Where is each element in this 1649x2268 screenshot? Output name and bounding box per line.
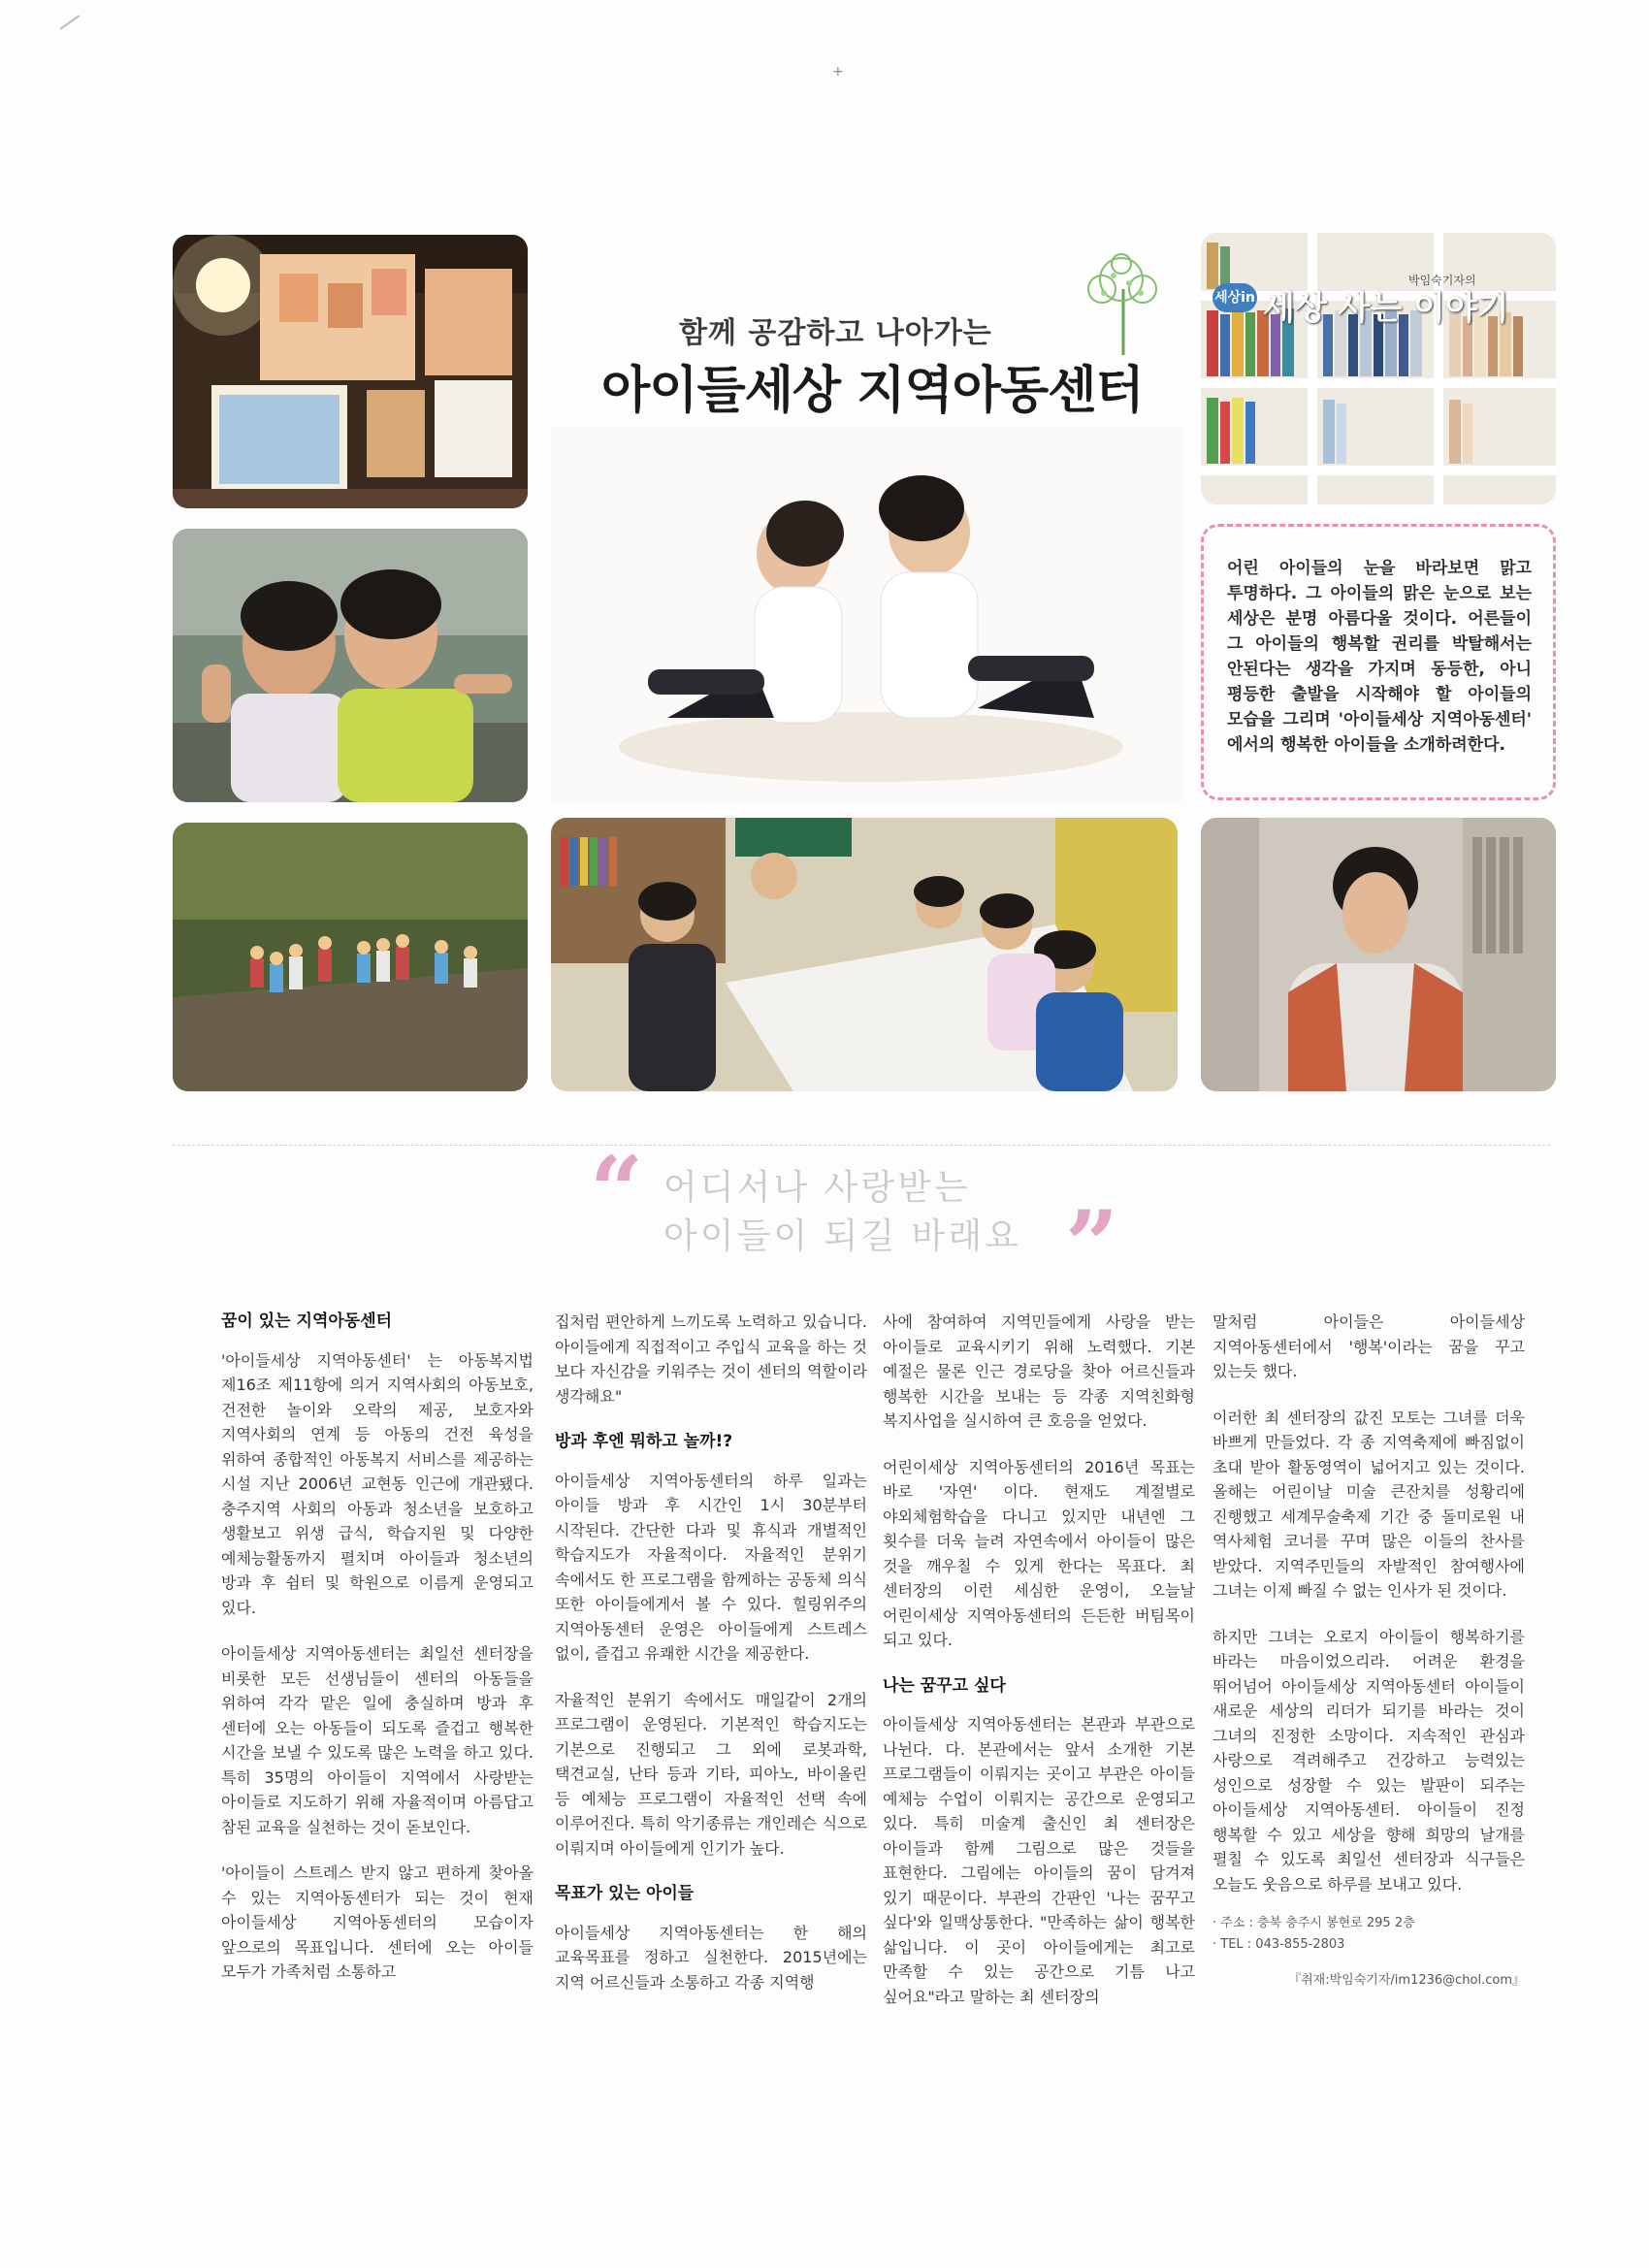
article-column-4 (1212, 1310, 1525, 1993)
paragraph: '아이들이 스트레스 받지 않고 편하게 찾아올 수 있는 지역아동센터가 되는 것이 현재 아이들세상 지역아동센터의 모습이자 앞으로의 목표입니다. 센터에 오는 아이들 모두가 가족처럼 소통하고 (221, 1863, 534, 1981)
quote-line-2: 아이들이 되길 바래요 (663, 1216, 1021, 1256)
logo-byline: 박임숙기자의 (1408, 274, 1476, 287)
headline-title: 아이들세상 지역아동센터 (601, 362, 1144, 420)
paragraph: 아이들세상 지역아동센터는 본관과 부관으로 나뉜다. 다. 본관에서는 앞서 소개한 기본 프로그램들이 이뤄지는 곳이고 부관은 아이들 예체능 수업이 이뤄지는 공간으로 운영되고 있다. 특히 미술계 출신인 최 센터장은 아이들과 함께 그림으로 많은 것들을 표현한다. 그림에는 아이들의 꿈이 담겨져 있기 때문이다. 부관의 간판인 '나는 꿈꾸고 싶다'와 일맥상통한다. "만족하는 삶이 행복한 삶입니다. 이 곳이 아이들에게는 최고로 만족할 수 있는 공간으로 기틈 나고 싶어요"라고 말하는 최 센터장의 (883, 1715, 1195, 2006)
section-divider (173, 1145, 1550, 1146)
reporter-credit: 『취재:박임숙기자/im1236@chol.com』 (1288, 1973, 1525, 1988)
quote-open-mark: “ (590, 1136, 644, 1246)
photo-two-kids (173, 529, 528, 802)
paragraph: 이러한 최 센터장의 값진 모토는 그녀를 더욱 바쁘게 만들었다. 각 종 지역축제에 빠짐없이 초대 받아 활동영역이 넓어지고 있는 것이다. 올해는 어린이날 미술 큰잔치를 성황리에 진행했고 세계무술축제 기간 중 돌미로원 내 역사체험 코너를 꾸며 많은 이들의 찬사를 받았다. 지역주민들의 자발적인 참여행사에 그녀는 이제 빠질 수 없는 인사가 된 것이다. (1212, 1408, 1525, 1600)
paragraph: 사에 참여하여 지역민들에게 사랑을 받는 아이들로 교육시키기 위해 노력했다. 기본 예절은 물론 인근 경로당을 찾아 어르신들과 행복한 시간을 보내는 등 각종 지역친화형 복지사업을 실시하여 큰 호응을 얻었다. (883, 1312, 1195, 1430)
section-heading: 방과 후엔 뭐하고 놀까!? (555, 1432, 733, 1451)
photo-kids-back-to-back (551, 427, 1185, 801)
address-line: · 주소 : 충북 충주시 봉현로 295 2층 (1212, 1916, 1415, 1930)
paragraph: 말처럼 아이들은 아이들세상 지역아동센터에서 '행복'이라는 꿈을 꾸고 있는듯 했다. (1212, 1312, 1525, 1380)
photo-group-forest (173, 823, 528, 1091)
section-heading: 나는 꿈꾸고 싶다 (883, 1675, 1006, 1696)
section-heading: 목표가 있는 아이들 (555, 1884, 695, 1903)
column-logo (1212, 272, 1558, 330)
quote-close-mark: ” (1065, 1190, 1119, 1300)
logo-tag: 세상in (1212, 283, 1257, 312)
headline-subtitle: 함께 공감하고 나아가는 (679, 316, 992, 350)
paragraph: 집처럼 편안하게 느끼도록 노력하고 있습니다. 아이들에게 직접적이고 주입식 교육을 하는 것 보다 자신감을 키워주는 것이 센터의 역할이라 생각해요" (555, 1312, 867, 1406)
article-column-1 (221, 1310, 534, 2006)
photo-classroom-study (551, 818, 1178, 1091)
intro-text: 어린 아이들의 눈을 바라보면 맑고 투명하다. 그 아이들의 맑은 눈으로 보는 세상은 분명 아름다울 것이다. 어른들이 그 아이들의 행복할 권리를 박탈해서는 안된다는 생각을 가지며 동등한, 아니 평등한 출발을 시작해야 할 아이들의 모습을 그리며 '아이들세상 지역아동센터' 에서의 행복한 아이들을 소개하려한다. (1227, 559, 1532, 755)
scan-corner-mark (60, 15, 81, 29)
section-heading: 꿈이 있는 지역아동센터 (221, 1312, 393, 1331)
photo-classroom-wall (173, 235, 528, 508)
paragraph: 어린이세상 지역아동센터의 2016년 목표는 바로 '자연' 이다. 현재도 계절별로 야외체험학습을 다니고 있지만 내년엔 그 횟수를 더욱 늘려 자연속에서 아이들이 많은 것을 깨우칠 수 있게 한다는 목표다. 최 센터장의 이런 세심한 운영이, 오늘날 어린이세상 지역아동센터의 든든한 버팀목이 되고 있다. (883, 1457, 1195, 1649)
paragraph: 하지만 그녀는 오로지 아이들이 행복하기를 바라는 마음이었으리라. 어려운 환경을 뛰어넘어 아이들세상 지역아동센터 아이들이 새로운 세상의 리더가 되기를 바라는 것이 그녀의 진정한 소망이다. 지속적인 관심과 사랑으로 격려해주고 건강하고 능력있는 성인으로 성장할 수 있는 발판이 되주는 아이들세상 지역아동센터. 아이들이 진정 행복할 수 있고 세상을 향해 희망의 날개를 펼칠 수 있도록 최일선 센터장과 식구들은 오늘도 웃음으로 하루를 보내고 있다. (1212, 1627, 1525, 1894)
intro-box (1201, 524, 1556, 800)
phone-line: · TEL : 043-855-2803 (1212, 1937, 1345, 1952)
scan-registration-mark: + (832, 64, 844, 80)
paragraph: 아이들세상 지역아동센터는 최일선 센터장을 비롯한 모든 선생님들이 센터의 아동들을 위하여 각각 맡은 일에 충실하며 방과 후 센터에 오는 아동들이 되도록 즐겁고 행복한 시간을 보낼 수 있도록 많은 노력을 하고 있다. 특히 35명의 아이들이 지역에서 사랑받는 아이들로 지도하기 위해 자율적이며 아름답고 참된 교육을 실천하는 것이 돋보인다. (221, 1644, 534, 1836)
article-column-2 (555, 1310, 867, 2016)
photo-center-director (1201, 818, 1556, 1091)
paragraph: 자율적인 분위기 속에서도 매일같이 2개의 프로그램이 운영된다. 기본적인 학습지도는 기본으로 진행되고 그 외에 로봇과학, 택견교실, 난타 등과 기타, 피아노, 바이올린 등 예체능 프로그램이 자율적인 선택 속에 이루어진다. 특히 악기종류는 개인레슨 식으로 이뤄지며 아이들에게 인기가 높다. (555, 1690, 867, 1858)
quote-line-1: 어디서나 사랑받는 (663, 1168, 971, 1208)
paragraph: '아이들세상 지역아동센터' 는 아동복지법 제16조 제11항에 의거 지역사회의 아동보호, 건전한 놀이와 오락의 제공, 보호자와 지역사회의 연계 등 아동의 건전 육성을 위하여 종합적인 아동복지 서비스를 제공하는 시설 지난 2006년 교현동 인근에 개관됐다. 충주지역 사회의 아동과 청소년을 보호하고 생활보고 위생 급식, 학습지원 및 다양한 예체능활동까지 펼치며 아이들과 청소년의 방과 후 쉼터 및 학원으로 이름게 운영되고 있다. (221, 1350, 534, 1617)
logo-title: 세상 사는 이야기 (1263, 289, 1509, 328)
article-column-3 (883, 1310, 1195, 2030)
paragraph: 아이들세상 지역아동센터는 한 해의 교육목표를 정하고 실천한다. 2015년에는 지역 어르신들과 소통하고 각종 지역행 (555, 1923, 867, 1992)
paragraph: 아이들세상 지역아동센터의 하루 일과는 아이들 방과 후 시간인 1시 30분부터 시작된다. 간단한 다과 및 휴식과 개별적인 학습지도가 자율적이다. 자율적인 분위기 속에서도 한 프로그램을 함께하는 공동체 의식 또한 아이들에게서 볼 수 있다. 힐링위주의 지역아동센터 운영은 아이들에게 스트레스 없이, 즐겁고 유쾌한 시간을 제공한다. (555, 1471, 867, 1663)
